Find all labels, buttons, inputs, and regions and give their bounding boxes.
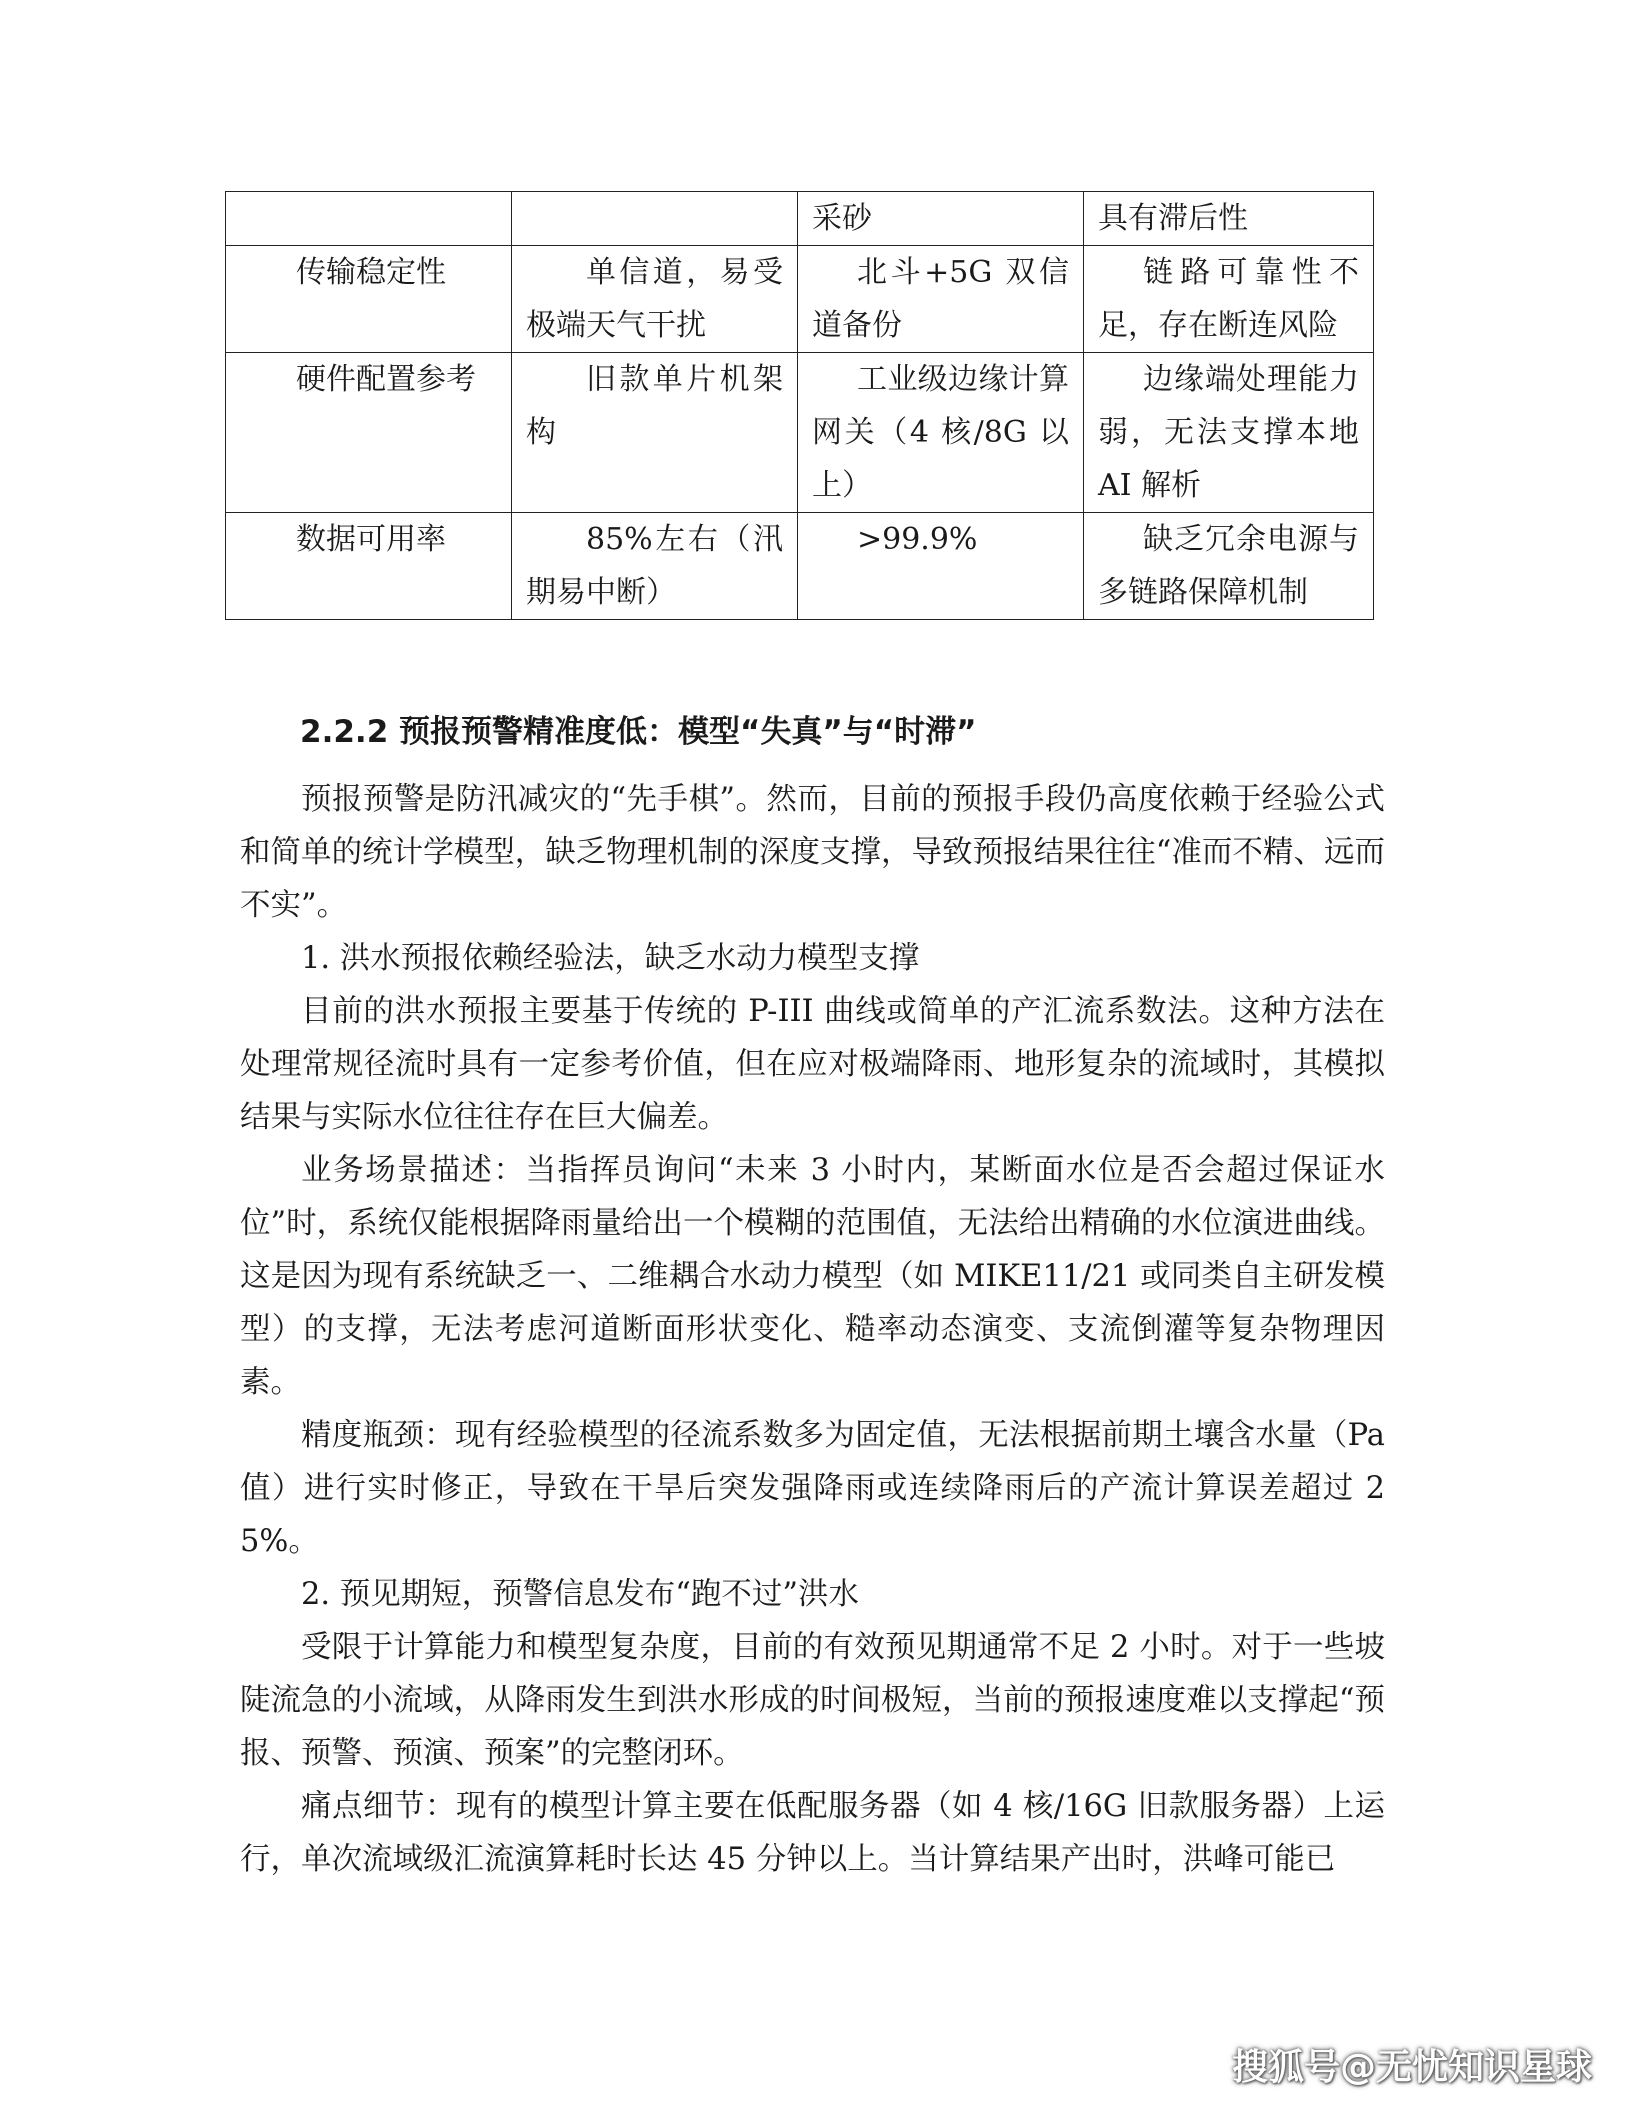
table-row [226, 192, 1374, 246]
paragraph: 受限于计算能力和模型复杂度，目前的有效预见期通常不足 2 小时。对于一些坡陡流急的小流域，从降雨发生到洪水形成的时间极短，当前的预报速度难以支撑起“预报、预警、预演、预案”的完整闭环。 [240, 1630, 1385, 1771]
table-cell: 北斗+5G 双信道备份 [798, 246, 1084, 353]
table-cell: 边缘端处理能力弱，无法支撑本地 AI 解析 [1084, 353, 1374, 513]
table-row [226, 353, 1374, 513]
paragraph: 痛点细节：现有的模型计算主要在低配服务器（如 4 核/16G 旧款服务器）上运行，单次流域级汇流演算耗时长达 45 分钟以上。当计算结果产出时，洪峰可能已 [240, 1789, 1385, 1877]
paragraph: 目前的洪水预报主要基于传统的 P-III 曲线或简单的产汇流系数法。这种方法在处理常规径流时具有一定参考价值，但在应对极端降雨、地形复杂的流域时，其模拟结果与实际水位往往存在巨大偏差。 [240, 994, 1385, 1135]
watermark: 搜狐号@无忧知识星球 [1231, 2047, 1592, 2088]
body-text [240, 773, 1385, 1886]
table-cell: 具有滞后性 [1084, 192, 1374, 246]
numbered-item: 2. 预见期短，预警信息发布“跑不过”洪水 [301, 1577, 859, 1612]
table-cell: 链路可靠性不足，存在断连风险 [1084, 246, 1374, 353]
table-row [226, 513, 1374, 620]
comparison-table [225, 191, 1374, 620]
table-cell: 85%左右（汛期易中断） [512, 513, 798, 620]
numbered-item: 1. 洪水预报依赖经验法，缺乏水动力模型支撑 [301, 941, 920, 976]
table-cell [512, 192, 798, 246]
table-cell: 单信道，易受极端天气干扰 [512, 246, 798, 353]
table-cell-label: 传输稳定性 [226, 246, 512, 353]
table-row [226, 246, 1374, 353]
paragraph: 业务场景描述：当指挥员询问“未来 3 小时内，某断面水位是否会超过保证水位”时，系统仅能根据降雨量给出一个模糊的范围值，无法给出精确的水位演进曲线。这是因为现有系统缺乏一、二维耦合水动力模型（如 MIKE11/21 或同类自主研发模型）的支撑，无法考虑河道断面形状变化、糙率动态演变、支流倒灌等复杂物理因素。 [240, 1153, 1385, 1400]
table-cell-label: 硬件配置参考 [226, 353, 512, 513]
table-cell: >99.9% [798, 513, 1084, 620]
table-cell: 缺乏冗余电源与多链路保障机制 [1084, 513, 1374, 620]
table-cell-label: 数据可用率 [226, 513, 512, 620]
table-cell: 采砂 [798, 192, 1084, 246]
table-cell: 旧款单片机架构 [512, 353, 798, 513]
table-cell [226, 192, 512, 246]
paragraph: 预报预警是防汛减灾的“先手棋”。然而，目前的预报手段仍高度依赖于经验公式和简单的统计学模型，缺乏物理机制的深度支撑，导致预报结果往往“准而不精、远而不实”。 [240, 782, 1385, 923]
paragraph: 精度瓶颈：现有经验模型的径流系数多为固定值，无法根据前期土壤含水量（Pa 值）进行实时修正，导致在干旱后突发强降雨或连续降雨后的产流计算误差超过 25%。 [240, 1418, 1385, 1559]
table-cell: 工业级边缘计算网关（4 核/8G 以上） [798, 353, 1084, 513]
section-heading: 2.2.2 预报预警精准度低：模型“失真”与“时滞” [300, 714, 977, 750]
